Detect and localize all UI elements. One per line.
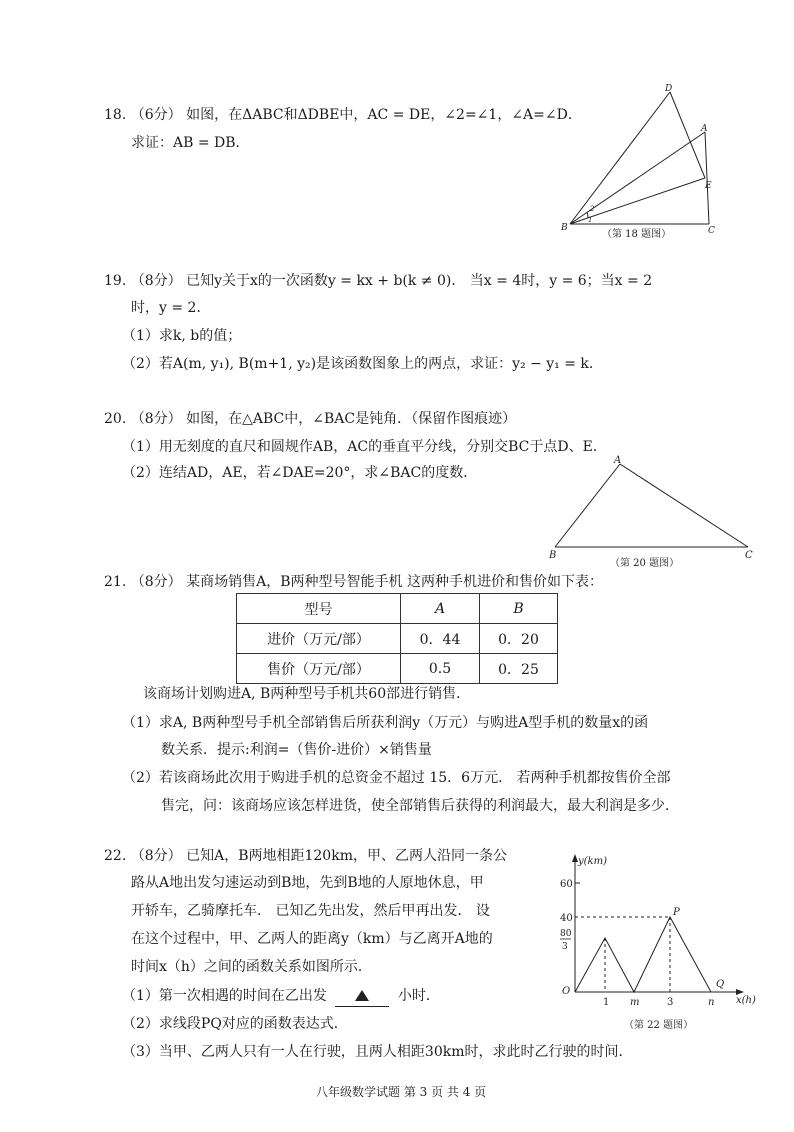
q21-text: 某商场销售A，B两种型号智能手机 这两种手机进价和售价如下表： xyxy=(186,574,603,590)
origin-label: O xyxy=(562,986,571,997)
q21-part2-line1: （2）若该商场此次用于购进手机的总资金不超过 15．6万元． 若两种手机都按售价全部 xyxy=(122,770,671,786)
q20-score: （8分） xyxy=(130,411,182,427)
q22-graph xyxy=(548,848,768,1038)
q18-label-D: D xyxy=(665,84,673,94)
y-tick-label-40: 40 xyxy=(560,913,573,924)
q20-text: 如图，在△ABC中，∠BAC是钝角．（保留作图痕迹） xyxy=(186,411,517,427)
q22-answer-blank xyxy=(335,986,389,1007)
q22-score: （8分） xyxy=(130,848,182,864)
x-tick-label-3: 3 xyxy=(667,997,674,1008)
q22-part2: （2）求线段PQ对应的函数表达式． xyxy=(122,1016,348,1032)
q22-part1-post: 小时． xyxy=(397,988,440,1004)
q18-label-2: 2 xyxy=(590,205,595,213)
q21-score: （8分） xyxy=(130,574,182,590)
table-cell: 售价（万元/部） xyxy=(237,654,401,684)
axis-arrow-icon xyxy=(572,854,744,995)
q21-part2-line2: 售完，问：该商场应该怎样进货，使全部销售后获得的利润最大，最大利润是多少． xyxy=(161,798,679,814)
q21-line1 xyxy=(104,572,603,592)
q20-part1: （1）用无刻度的直尺和圆规作AB，AC的垂直平分线，分别交BC于点D、E． xyxy=(122,439,607,455)
q18-caption: （第 18 题图） xyxy=(602,229,672,240)
q19-line2: 时，y = 2． xyxy=(131,300,211,316)
q18-line1 xyxy=(104,105,582,125)
q22-line3: 开轿车，乙骑摩托车． 已知乙先出发，然后甲再出发． 设 xyxy=(131,903,490,919)
table-row xyxy=(237,594,558,624)
y-tick-label-3: 3 xyxy=(562,942,568,952)
distance-polyline xyxy=(575,917,723,992)
q18-score: （6分） xyxy=(130,107,182,123)
table-header-cell: 型号 xyxy=(237,594,401,624)
q22-line2: 路从A地出发匀速运动到B地，先到B地的人原地休息，甲 xyxy=(131,875,484,891)
q22-number: 22. xyxy=(104,848,127,864)
q19-number: 19. xyxy=(104,273,127,289)
q18-label-E: E xyxy=(705,181,712,191)
q21-price-table xyxy=(236,593,558,684)
q19-part2: （2）若A(m, y₁), B(m+1, y₂)是该函数图象上的两点，求证：y₂ − y₁ = k． xyxy=(122,356,603,372)
q18-segment-BD xyxy=(570,92,670,224)
q18-text: 如图，在ΔABC和ΔDBE中，AC = DE，∠2=∠1，∠A=∠D． xyxy=(186,107,582,123)
y-tick-label-60: 60 xyxy=(560,879,573,890)
q20-figure xyxy=(540,452,765,572)
q20-line1 xyxy=(104,409,516,429)
q22-part1 xyxy=(122,986,440,1007)
q22-line1 xyxy=(104,846,507,866)
table-cell: 0．20 xyxy=(480,624,558,654)
q18-label-1: 1 xyxy=(588,216,593,224)
table-cell: 进价（万元/部） xyxy=(237,624,401,654)
q18-number: 18. xyxy=(104,107,127,123)
page-footer: 八年级数学试题 第 3 页 共 4 页 xyxy=(316,1085,487,1099)
triangle-icon xyxy=(355,990,369,1001)
q20-label-B: B xyxy=(549,550,557,561)
q20-caption: （第 20 题图） xyxy=(610,558,680,569)
q21-part1-line1: （1）求A, B两种型号手机全部销售后所获利润y（万元）与购进A型手机的数量x的函 xyxy=(122,715,649,731)
q19-line1 xyxy=(104,271,652,291)
point-label-Q: Q xyxy=(716,979,725,990)
table-cell: 0.5 xyxy=(401,654,480,684)
y-axis-label: y(km) xyxy=(578,856,607,867)
q20-segment-AB xyxy=(555,464,620,547)
q21-part1-line2: 数关系．提示:利润=（售价-进价）×销售量 xyxy=(161,742,432,758)
q22-part3: （3）当甲、乙两人只有一人在行驶，且两人相距30km时，求此时乙行驶的时间． xyxy=(122,1044,633,1060)
q19-text: 已知y关于x的一次函数y = kx + b(k ≠ 0)． 当x = 4时，y = 6；当x = 2 xyxy=(186,273,653,289)
q20-label-A: A xyxy=(614,455,622,466)
q19-score: （8分） xyxy=(130,273,182,289)
x-tick-label-1: 1 xyxy=(603,997,610,1008)
point-label-P: P xyxy=(673,907,680,918)
q22-line4: 在这个过程中，甲、乙两人的距离y（km）与乙离开A地的 xyxy=(131,931,493,947)
table-row xyxy=(237,654,558,684)
q22-text: 已知A，B两地相距120km，甲、乙两人沿同一条公 xyxy=(186,848,507,864)
x-axis-label: x(h) xyxy=(736,995,756,1006)
q18-label-A: A xyxy=(701,124,708,134)
y-tick-label-80: 80 xyxy=(560,929,572,939)
q22-line5: 时间x（h）之间的函数关系如图所示． xyxy=(131,959,372,975)
q18-label-B: B xyxy=(561,223,568,233)
x-tick-label-m: m xyxy=(630,997,640,1008)
guide-lines xyxy=(575,917,670,992)
q18-line2: 求证：AB = DB． xyxy=(131,135,250,151)
q20-segment-AC xyxy=(620,464,748,547)
q21-number: 21. xyxy=(104,574,127,590)
q18-label-C: C xyxy=(708,226,715,236)
q22-part1-pre: （1）第一次相遇的时间在乙出发 xyxy=(122,988,327,1004)
x-tick-label-n: n xyxy=(708,997,715,1008)
q20-number: 20. xyxy=(104,411,127,427)
q20-part2: （2）连结AD，AE，若∠DAE=20°，求∠BAC的度数． xyxy=(122,465,478,481)
table-row xyxy=(237,624,558,654)
q18-figure xyxy=(555,82,725,242)
q22-caption: （第 22 题图） xyxy=(624,1020,694,1031)
q20-label-C: C xyxy=(745,550,753,561)
table-cell: 0．25 xyxy=(480,654,558,684)
q19-part1: （1）求k, b的值； xyxy=(122,328,242,344)
table-cell: 0．44 xyxy=(401,624,480,654)
table-header-cell: A xyxy=(401,594,480,624)
q21-plan: 该商场计划购进A, B两种型号手机共60部进行销售． xyxy=(143,686,471,702)
table-header-cell: B xyxy=(480,594,558,624)
q18-segment-AC xyxy=(705,132,709,224)
